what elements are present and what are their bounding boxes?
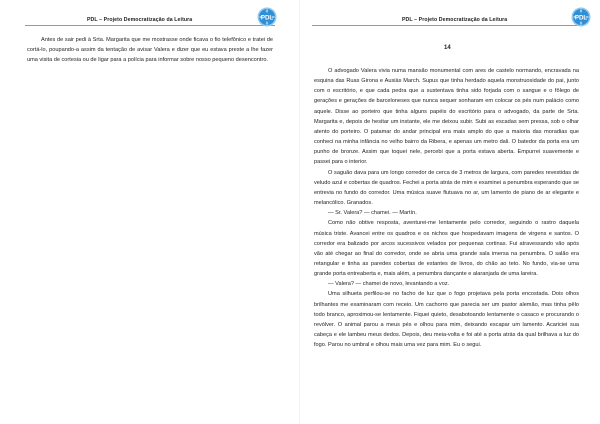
paragraph: O advogado Valera vivia numa mansão monumental com ares de castelo normando, encravada na esquina das Ruas Girona e Ausiàs March. Supus que tinha herdado aquela monstruosidade do pai, junto com o escritório, e que cada pedra que a sustentava tinha sido forjada com o sangue e o fôlego de gerações e gerações de barceloneses que nunca sequer sonharam em colocar os pés num palácio como aquele. Disse ao porteiro que tinha alguns papéis do escritório para o advogado, da parte de Srta. Margarita e, depois de hesitar um instante, ele me deixou subir. Subi as escadas sem pressa, sob o olhar atento do porteiro. O patamar do andar principal era mais amplo do que a maioria das moradias que conheci na minha infância no velho bairro da Ribera, e apenas um metro dali. O batedor da porta era um punho de bronze. Assim que toquei nele, percebi que a porta estava aberta. Empurrei suavemente e passei para o interior.: [314, 68, 579, 166]
paragraph: Uma silhueta perfilou-se no facho de luz que o fogo projetava pela porta encostada. Dois olhos brilhantes me examinaram com receio. Um cachorro que parecia ser um pastor alemão, mas tinha pêlo todo branco, aproximou-se lentamente. Fiquei quieto, desabotoando lentamente o casaco e procurando o revólver. O animal parou a meus pés e olhou para mim, deixando escapar um lamento. Acariciei sua cabeça e ele lambeu meus dedos. Depois, deu meia-volta e foi até a porta atrás da qual brilhava a luz do fogo. Parou no umbral e olhou mais uma vez para mim. Eu o segui.: [314, 291, 579, 349]
logo-text: PDL: [260, 14, 274, 22]
body-text: [27, 35, 273, 65]
paragraph: Antes de sair pedi à Srta. Margarita que me mostrasse onde ficava o fio telefônico e tratei de cortá-lo, poupando-a assim da tentação de avisar Valera e dizer que eu estava preste a lhe fazer uma visita de cortesia ou de ligar para a polícia para informar sobre nosso pequeno desencontro.: [27, 37, 273, 64]
paragraph: — Sr. Valera? — chamei. — Martín.: [328, 210, 417, 217]
pdl-logo-icon: [571, 7, 591, 27]
paragraph: — Valera? — chamei de novo, levantando a voz.: [328, 281, 450, 288]
header-rule: [312, 25, 579, 26]
pdl-logo-icon: [257, 7, 277, 27]
body-text: [314, 66, 579, 350]
page-number: 14: [444, 45, 451, 51]
running-header: PDL – Projeto Democratização da Leitura: [87, 17, 193, 23]
header-rule: [25, 25, 275, 26]
running-header: PDL – Projeto Democratização da Leitura: [402, 17, 508, 23]
paragraph: O saguão dava para um longo corredor de cerca de 3 metros de largura, com paredes revestidas de veludo azul e cobertas de quadros. Fechei a porta atrás de mim e examinei a penumbra esperando que se entrevia no fundo do corredor. Uma música suave flutuava no ar, um lamento de piano de ar elegante e melancólico. Granados.: [314, 169, 579, 207]
right-page: [300, 0, 600, 424]
paragraph: Como não obtive resposta, aventurei-me lentamente pelo corredor, seguindo o rastro daquela música triste. Avancei entre os quadros e os nichos que hospedavam imagens de virgens e santos. O corredor era balizado por arcos sucessivos velados por pequenas cortinas. Fui atravessando vão após vão até chegar ao final do corredor, onde se abria uma grande sala imersa na penumbra. O salão era retangular e tinha as paredes cobertas de estantes de livros, do chão ao teto. No fundo, via-se uma grande porta entreaberta e, mais além, a penumbra dançante e alaranjada de uma lareira.: [314, 220, 579, 278]
logo-text: PDL: [574, 14, 588, 22]
